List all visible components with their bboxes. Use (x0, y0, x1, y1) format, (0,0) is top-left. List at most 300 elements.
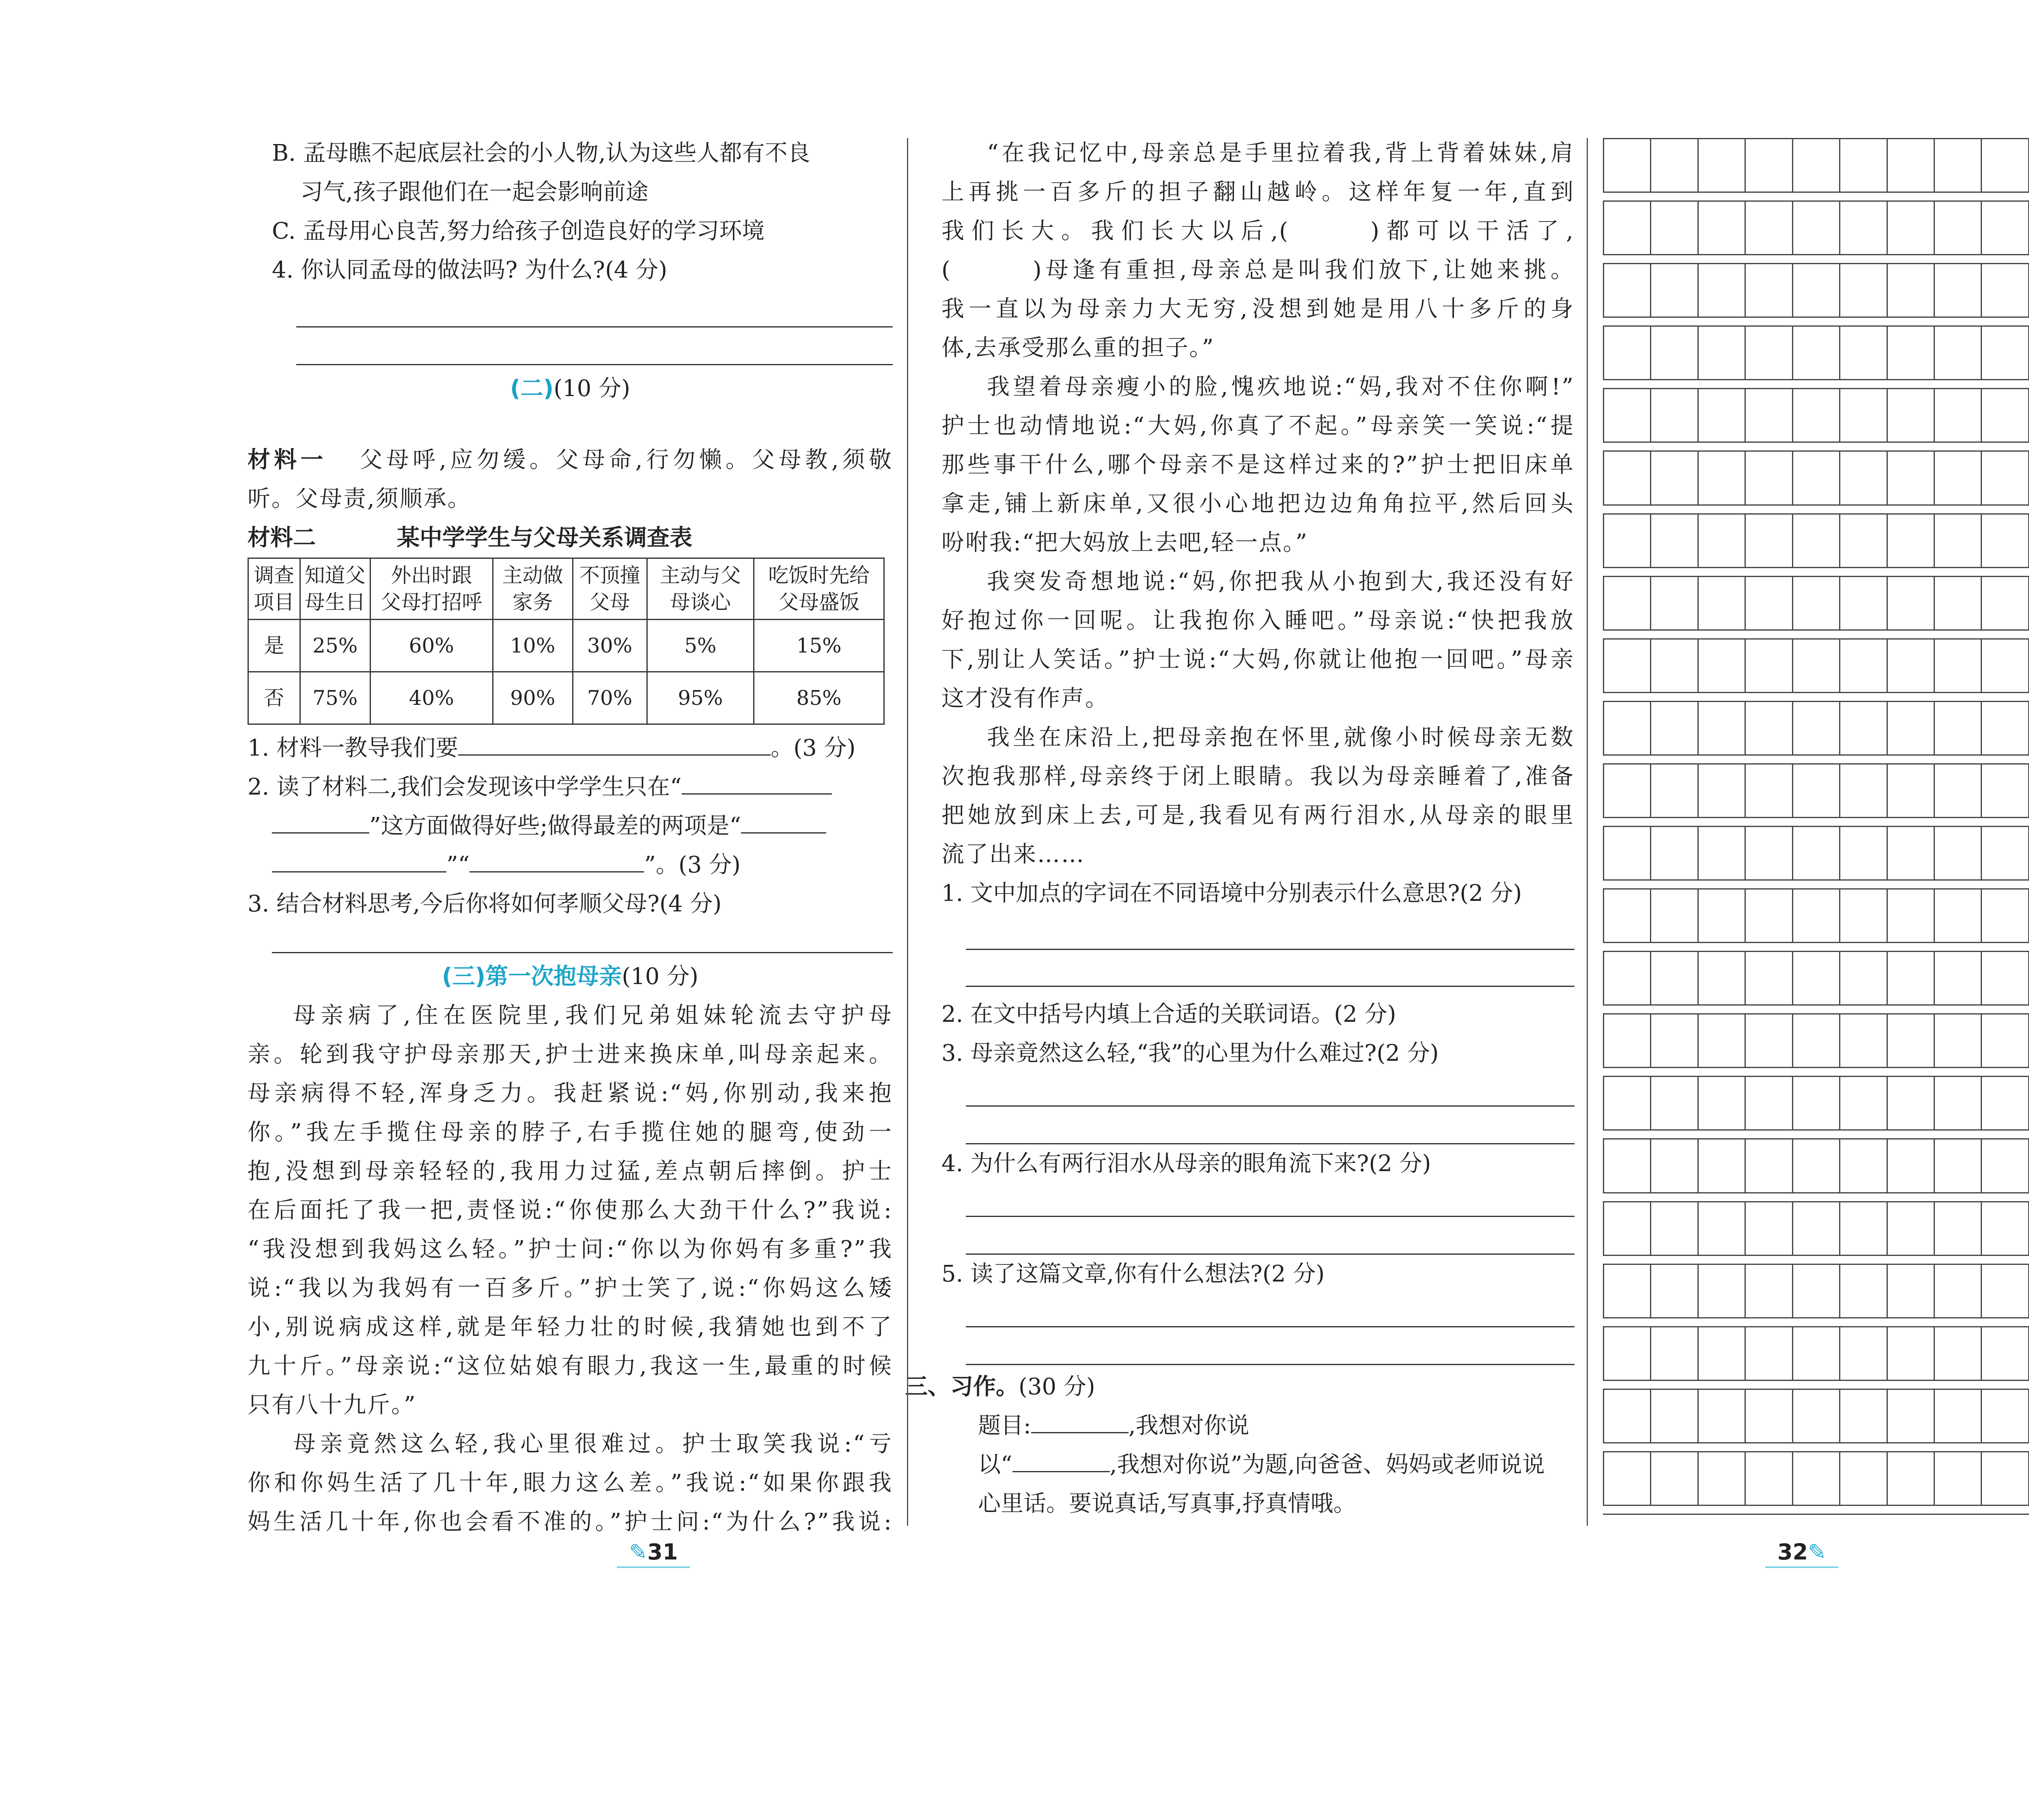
answer-line[interactable] (966, 1294, 1575, 1327)
survey-table (248, 558, 885, 725)
grid-line (1603, 879, 2029, 881)
grid-cell-border (1697, 701, 1699, 754)
grid-line (1603, 1389, 2029, 1390)
story-line: 次抱我那样,母亲终于闭上眼睛。我以为母亲睡着了,准备 (941, 763, 1575, 790)
story-paragraph (941, 562, 1575, 718)
grid-cell-border (1839, 1264, 1840, 1317)
table-cell: 95% (647, 672, 754, 724)
grid-cell-border (1934, 888, 1935, 942)
p3-q1-answer[interactable] (966, 913, 1575, 987)
story-line: 吩咐我:“把大妈放上去吧,轻一点。” (941, 530, 1308, 556)
table-cell: 15% (754, 620, 884, 672)
grid-cell-border (1792, 1389, 1793, 1442)
grid-cell-border (1792, 951, 1793, 1004)
grid-line (1603, 826, 2029, 827)
grid-cell-border (1697, 1201, 1699, 1255)
grid-cell-border (1792, 763, 1793, 817)
grid-cell-border (1981, 388, 1982, 442)
composition-instructions-line2: 心里话。要说真话,写真事,抒真情哦。 (978, 1490, 1356, 1517)
grid-cell-border (1697, 888, 1699, 942)
story-line: 亲。轮到我守护母亲那天,护士进来换床单,叫母亲起来。 (248, 1041, 893, 1068)
grid-cell-border (1603, 1326, 1604, 1380)
grid-line (1603, 200, 2029, 202)
material1-line1 (248, 441, 893, 480)
grid-cell-border (1603, 263, 1604, 317)
p2-q1-text: 1. 材料一教导我们要 (248, 735, 459, 761)
part2-score: (10 分) (554, 375, 630, 402)
p3-q4-answer[interactable] (966, 1183, 1575, 1255)
grid-cell-border (1792, 1138, 1793, 1192)
option-b-line2: 习气,孩子跟他们在一起会影响前途 (300, 179, 648, 205)
grid-line (1603, 1192, 2029, 1193)
grid-cell-border (1981, 701, 1982, 754)
answer-line[interactable] (966, 1073, 1575, 1107)
grid-cell-border (1650, 1013, 1651, 1067)
p2-q1 (248, 729, 893, 768)
grid-line (1603, 1076, 2029, 1077)
grid-line (1603, 317, 2029, 318)
answer-line[interactable] (966, 1327, 1575, 1365)
grid-line (1603, 638, 2029, 640)
grid-cell-border (1839, 1389, 1840, 1442)
grid-cell-border (1650, 1076, 1651, 1129)
p2-q2-blank[interactable] (470, 849, 644, 872)
grid-cell-border (1981, 888, 1982, 942)
grid-cell-border (1650, 1389, 1651, 1442)
grid-cell-border (1887, 1076, 1888, 1129)
header-cell: 主动做 家务 (493, 558, 573, 620)
grid-cell-border (1792, 513, 1793, 567)
grid-cell-border (1745, 1138, 1746, 1192)
grid-cell-border (1745, 450, 1746, 504)
table-cell: 否 (248, 672, 300, 724)
grid-cell-border (1650, 826, 1651, 879)
grid-cell-border (1934, 388, 1935, 442)
grid-cell-border (1745, 263, 1746, 317)
story-line: 母亲竟然这么轻,我心里很难过。护士取笑我说:“亏 (293, 1431, 893, 1457)
grid-cell-border (1603, 1264, 1604, 1317)
grid-cell-border (1839, 1451, 1840, 1505)
grid-cell-border (1981, 1451, 1982, 1505)
grid-cell-border (1603, 200, 1604, 254)
p3-q3-answer[interactable] (966, 1073, 1575, 1144)
grid-cell-border (1934, 450, 1935, 504)
p2-q2-line2 (248, 807, 893, 846)
grid-cell-border (1934, 951, 1935, 1004)
grid-cell-border (1697, 1451, 1699, 1505)
grid-line (1603, 701, 2029, 702)
grid-cell-border (1792, 1201, 1793, 1255)
story-line: 这才没有作声。 (941, 685, 1109, 712)
grid-cell-border (1792, 1076, 1793, 1129)
grid-cell-border (1697, 1264, 1699, 1317)
header-cell: 主动与父 母谈心 (647, 558, 754, 620)
grid-cell-border (1697, 638, 1699, 692)
grid-cell-border (1697, 826, 1699, 879)
grid-cell-border (1981, 1326, 1982, 1380)
grid-cell-border (1981, 1013, 1982, 1067)
grid-cell-border (1887, 1451, 1888, 1505)
grid-cell-border (1887, 325, 1888, 379)
answer-line[interactable] (966, 1217, 1575, 1255)
grid-cell-border (1745, 576, 1746, 629)
grid-cell-border (1745, 1076, 1746, 1129)
grid-cell-border (1981, 1264, 1982, 1317)
grid-cell-border (1650, 388, 1651, 442)
table-cell: 60% (370, 620, 493, 672)
grid-line (1603, 1138, 2029, 1139)
p3-q2: 2. 在文中括号内填上合适的关联词语。(2 分) (941, 1001, 1396, 1027)
story-line: 抱,没想到母亲轻轻的,我用力过猛,差点朝后摔倒。护士 (248, 1158, 893, 1185)
grid-cell-border (1887, 888, 1888, 942)
grid-cell-border (1934, 701, 1935, 754)
story-line: 我突发奇想地说:“妈,你把我从小抱到大,我还没有好 (987, 569, 1575, 595)
grid-cell-border (1697, 763, 1699, 817)
part2-heading (248, 369, 893, 408)
grid-cell-border (1934, 1201, 1935, 1255)
grid-line (1603, 388, 2029, 389)
answer-line[interactable] (966, 1107, 1575, 1144)
answer-line[interactable] (296, 327, 893, 365)
grid-cell-border (1697, 200, 1699, 254)
grid-cell-border (1603, 951, 1604, 1004)
grid-cell-border (1934, 263, 1935, 317)
p2-q1-blank[interactable] (458, 732, 771, 756)
grid-line (1603, 817, 2029, 818)
p2-q3: 3. 结合材料思考,今后你将如何孝顺父母?(4 分) (248, 891, 722, 917)
table-cell: 30% (573, 620, 647, 672)
answer-line[interactable] (966, 913, 1575, 950)
grid-cell-border (1934, 763, 1935, 817)
grid-cell-border (1839, 1138, 1840, 1192)
grid-line (1603, 1129, 2029, 1131)
header-cell: 调查 项目 (248, 558, 300, 620)
story-line-with-blank: 我们长大。我们长大以后,( )都可以干活了, (941, 218, 1575, 244)
material1-line2: 听。父母责,须顺承。 (248, 486, 472, 512)
grid-cell-border (1792, 1451, 1793, 1505)
grid-cell-border (1745, 1389, 1746, 1442)
grid-cell-border (1934, 1264, 1935, 1317)
grid-line (1603, 754, 2029, 756)
table-row (248, 620, 884, 672)
grid-cell-border (1603, 1389, 1604, 1442)
table-cell: 75% (300, 672, 370, 724)
grid-cell-border (1981, 1201, 1982, 1255)
grid-cell-border (1839, 1326, 1840, 1380)
p2-q2-text: ”这方面做得好些;做得最差的两项是“ (369, 813, 741, 839)
page-31-column (248, 134, 893, 1542)
grid-cell-border (1650, 263, 1651, 317)
page-number-label: 32 (1777, 1539, 1808, 1565)
table-cell: 10% (493, 620, 573, 672)
grid-cell-border (1934, 576, 1935, 629)
header-cell: 不顶撞 父母 (573, 558, 647, 620)
grid-cell-border (1981, 1389, 1982, 1442)
p3-q3: 3. 母亲竟然这么轻,“我”的心里为什么难过?(2 分) (941, 1040, 1439, 1066)
grid-cell-border (1650, 200, 1651, 254)
grid-line (1603, 263, 2029, 264)
grid-cell-border (1603, 826, 1604, 879)
page-number-31 (617, 1538, 690, 1568)
grid-cell-border (1745, 1013, 1746, 1067)
pencil-icon: ✎ (629, 1539, 648, 1565)
grid-cell-border (1697, 1076, 1699, 1129)
story-paragraph (941, 134, 1575, 368)
grid-cell-border (1839, 826, 1840, 879)
story-paragraph (941, 718, 1575, 874)
grid-cell-border (1697, 1326, 1699, 1380)
header-cell: 知道父 母生日 (300, 558, 370, 620)
grid-cell-border (1745, 200, 1746, 254)
grid-cell-border (1887, 513, 1888, 567)
material1-text: 父母呼,应勿缓。父母命,行勿懒。父母教,须敬 (360, 447, 893, 473)
grid-cell-border (1697, 1013, 1699, 1067)
option-c: C. 孟母用心良苦,努力给孩子创造良好的学习环境 (272, 218, 765, 244)
grid-cell-border (1839, 138, 1840, 192)
page-number-label: 31 (647, 1539, 678, 1565)
page-number-32 (1765, 1538, 1838, 1568)
grid-cell-border (1697, 1138, 1699, 1192)
grid-cell-border (1650, 325, 1651, 379)
p2-q2-blank[interactable] (682, 771, 832, 795)
grid-cell-border (1745, 638, 1746, 692)
grid-cell-border (1887, 576, 1888, 629)
instr-blank[interactable] (1012, 1448, 1110, 1472)
column-divider (907, 138, 908, 1526)
grid-cell-border (1981, 450, 1982, 504)
grid-line (1603, 763, 2029, 765)
composition-topic (941, 1406, 1575, 1445)
story-paragraph (248, 996, 893, 1425)
grid-cell-border (1745, 513, 1746, 567)
grid-line (1603, 442, 2029, 443)
grid-line (1603, 138, 2029, 139)
grid-cell-border (1745, 701, 1746, 754)
answer-line[interactable] (296, 290, 893, 327)
table-row (248, 672, 884, 724)
answer-line[interactable] (966, 950, 1575, 987)
grid-cell-border (1603, 513, 1604, 567)
table-cell: 40% (370, 672, 493, 724)
grid-cell-border (1650, 1201, 1651, 1255)
grid-cell-border (1745, 1201, 1746, 1255)
grid-cell-border (1697, 138, 1699, 192)
grid-cell-border (1792, 388, 1793, 442)
table-cell: 是 (248, 620, 300, 672)
grid-cell-border (1887, 638, 1888, 692)
grid-cell-border (1887, 1138, 1888, 1192)
grid-line (1603, 951, 2029, 952)
grid-line (1603, 1264, 2029, 1265)
grid-cell-border (1934, 513, 1935, 567)
grid-cell-border (1981, 263, 1982, 317)
grid-cell-border (1650, 1138, 1651, 1192)
grid-cell-border (1981, 325, 1982, 379)
grid-cell-border (1745, 325, 1746, 379)
grid-cell-border (1697, 325, 1699, 379)
story-line: 上再挑一百多斤的担子翻山越岭。这样年复一年,直到 (941, 179, 1575, 205)
story-line: 母亲病得不轻,浑身乏力。我赶紧说:“妈,你别动,我来抱 (248, 1080, 893, 1107)
grid-cell-border (1792, 638, 1793, 692)
grid-cell-border (1650, 576, 1651, 629)
story-line: 你和你妈生活了几十年,眼力这么差。”我说:“如果你跟我 (248, 1470, 893, 1496)
story-line: 流了出来…… (941, 841, 1085, 868)
grid-cell-border (1603, 138, 1604, 192)
p2-q2-line1 (248, 768, 893, 807)
grid-cell-border (1697, 388, 1699, 442)
grid-line (1603, 567, 2029, 568)
story-line: 我坐在床沿上,把母亲抱在怀里,就像小时候母亲无数 (987, 724, 1575, 751)
grid-line (1603, 1326, 2029, 1327)
grid-cell-border (1887, 826, 1888, 879)
grid-cell-border (1745, 763, 1746, 817)
grid-cell-border (1792, 576, 1793, 629)
grid-line (1603, 1013, 2029, 1014)
table-cell: 90% (493, 672, 573, 724)
grid-cell-border (1981, 638, 1982, 692)
grid-cell-border (1887, 388, 1888, 442)
grid-line (1603, 888, 2029, 890)
p2-q2-blank[interactable] (272, 810, 369, 834)
material1-label: 材料一 (248, 447, 327, 473)
grid-cell-border (1887, 951, 1888, 1004)
topic-suffix: ,我想对你说 (1128, 1413, 1249, 1439)
answer-line[interactable] (272, 924, 893, 953)
story-paragraph (248, 1425, 893, 1542)
grid-line (1603, 192, 2029, 193)
grid-cell-border (1650, 888, 1651, 942)
grid-line (1603, 450, 2029, 452)
grid-line (1603, 504, 2029, 506)
grid-cell-border (1934, 1138, 1935, 1192)
grid-cell-border (1981, 1138, 1982, 1192)
grid-cell-border (1650, 1326, 1651, 1380)
story-line: 体,去承受那么重的担子。” (941, 335, 1215, 361)
page-32-text-column (905, 134, 1575, 1523)
p2-q2-blank[interactable] (272, 849, 446, 872)
grid-cell-border (1697, 951, 1699, 1004)
grid-cell-border (1981, 763, 1982, 817)
story-line: 那些事干什么,哪个母亲不是这样过来的?”护士把旧床单 (941, 452, 1575, 478)
grid-cell-border (1839, 1201, 1840, 1255)
grid-cell-border (1603, 1451, 1604, 1505)
grid-line (1603, 1255, 2029, 1256)
p3-q4: 4. 为什么有两行泪水从母亲的眼角流下来?(2 分) (941, 1150, 1431, 1177)
p2-q2-text: 2. 读了材料二,我们会发现该中学学生只在“ (248, 774, 682, 800)
grid-cell-border (1792, 263, 1793, 317)
grid-cell-border (1697, 513, 1699, 567)
instr-prefix: 以“ (978, 1452, 1012, 1478)
grid-line (1603, 1004, 2029, 1006)
grid-cell-border (1839, 263, 1840, 317)
grid-cell-border (1981, 826, 1982, 879)
story-paragraph (941, 368, 1575, 562)
grid-cell-border (1981, 576, 1982, 629)
story-line: 小,别说病成这样,就是年轻力壮的时候,我猜她也到不了 (248, 1314, 893, 1340)
grid-cell-border (1792, 325, 1793, 379)
grid-cell-border (1650, 1264, 1651, 1317)
p3-q5-answer[interactable] (966, 1294, 1575, 1365)
grid-cell-border (1603, 888, 1604, 942)
grid-cell-border (1887, 1201, 1888, 1255)
composition-instructions (941, 1445, 1575, 1484)
grid-line (1603, 1317, 2029, 1318)
story-line: 母亲病了,住在医院里,我们兄弟姐妹轮流去守护母 (293, 1002, 893, 1029)
grid-cell-border (1934, 638, 1935, 692)
story-line: 好抱过你一回呢。让我抱你入睡吧。”母亲说:“快把我放 (941, 607, 1575, 634)
grid-cell-border (1697, 450, 1699, 504)
grid-line (1603, 942, 2029, 943)
grid-cell-border (1792, 1264, 1793, 1317)
grid-line (1603, 513, 2029, 515)
grid-cell-border (1981, 1076, 1982, 1129)
grid-cell-border (1934, 325, 1935, 379)
grid-cell-border (1839, 638, 1840, 692)
grid-cell-border (1603, 1201, 1604, 1255)
grid-cell-border (1792, 450, 1793, 504)
story-line: 拿走,铺上新床单,又很小心地把边边角角拉平,然后回头 (941, 491, 1575, 517)
grid-line (1603, 692, 2029, 693)
option-b-line1: B. 孟母瞧不起底层社会的小人物,认为这些人都有不良 (272, 140, 810, 166)
writing-grid[interactable] (1603, 138, 2029, 1514)
grid-line (1603, 379, 2029, 380)
grid-cell-border (1792, 826, 1793, 879)
grid-cell-border (1650, 701, 1651, 754)
table-cell: 25% (300, 620, 370, 672)
q4-answer-area[interactable] (296, 290, 893, 365)
grid-cell-border (1887, 701, 1888, 754)
grid-line (1603, 254, 2029, 255)
header-cell: 外出时跟 父母打招呼 (370, 558, 493, 620)
grid-cell-border (1792, 701, 1793, 754)
grid-cell-border (1650, 951, 1651, 1004)
grid-cell-border (1839, 200, 1840, 254)
grid-cell-border (1887, 1389, 1888, 1442)
grid-cell-border (1792, 888, 1793, 942)
grid-cell-border (1603, 1013, 1604, 1067)
grid-cell-border (1745, 1264, 1746, 1317)
grid-line (1603, 1380, 2029, 1381)
p3-q1: 1. 文中加点的字词在不同语境中分别表示什么意思?(2 分) (941, 880, 1522, 907)
grid-cell-border (1603, 450, 1604, 504)
grid-cell-border (1745, 888, 1746, 942)
grid-cell-border (1697, 263, 1699, 317)
table-cell: 85% (754, 672, 884, 724)
grid-cell-border (1650, 513, 1651, 567)
story-line: 把她放到床上去,可是,我看见有两行泪水,从母亲的眼里 (941, 802, 1575, 829)
grid-cell-border (1792, 200, 1793, 254)
p2-q2-text: ”“ (446, 852, 470, 878)
grid-cell-border (1934, 1451, 1935, 1505)
answer-line[interactable] (966, 1183, 1575, 1217)
grid-cell-border (1745, 1326, 1746, 1380)
p2-q2-blank[interactable] (741, 810, 826, 834)
grid-cell-border (1839, 951, 1840, 1004)
grid-cell-border (1745, 138, 1746, 192)
grid-cell-border (1603, 576, 1604, 629)
grid-cell-border (1981, 951, 1982, 1004)
grid-cell-border (1887, 1326, 1888, 1380)
story-line: 下,别让人笑话。”护士说:“大妈,你就让他抱一回吧。”母亲 (941, 646, 1575, 673)
story-line: 在后面托了我一把,责怪说:“你使那么大劲干什么?”我说: (248, 1197, 893, 1223)
grid-line (1603, 1067, 2029, 1068)
material2-label: 材料二 (248, 525, 316, 551)
grid-cell-border (1887, 763, 1888, 817)
topic-blank[interactable] (1031, 1409, 1129, 1433)
grid-cell-border (1697, 1389, 1699, 1442)
grid-cell-border (1887, 263, 1888, 317)
grid-cell-border (1603, 701, 1604, 754)
